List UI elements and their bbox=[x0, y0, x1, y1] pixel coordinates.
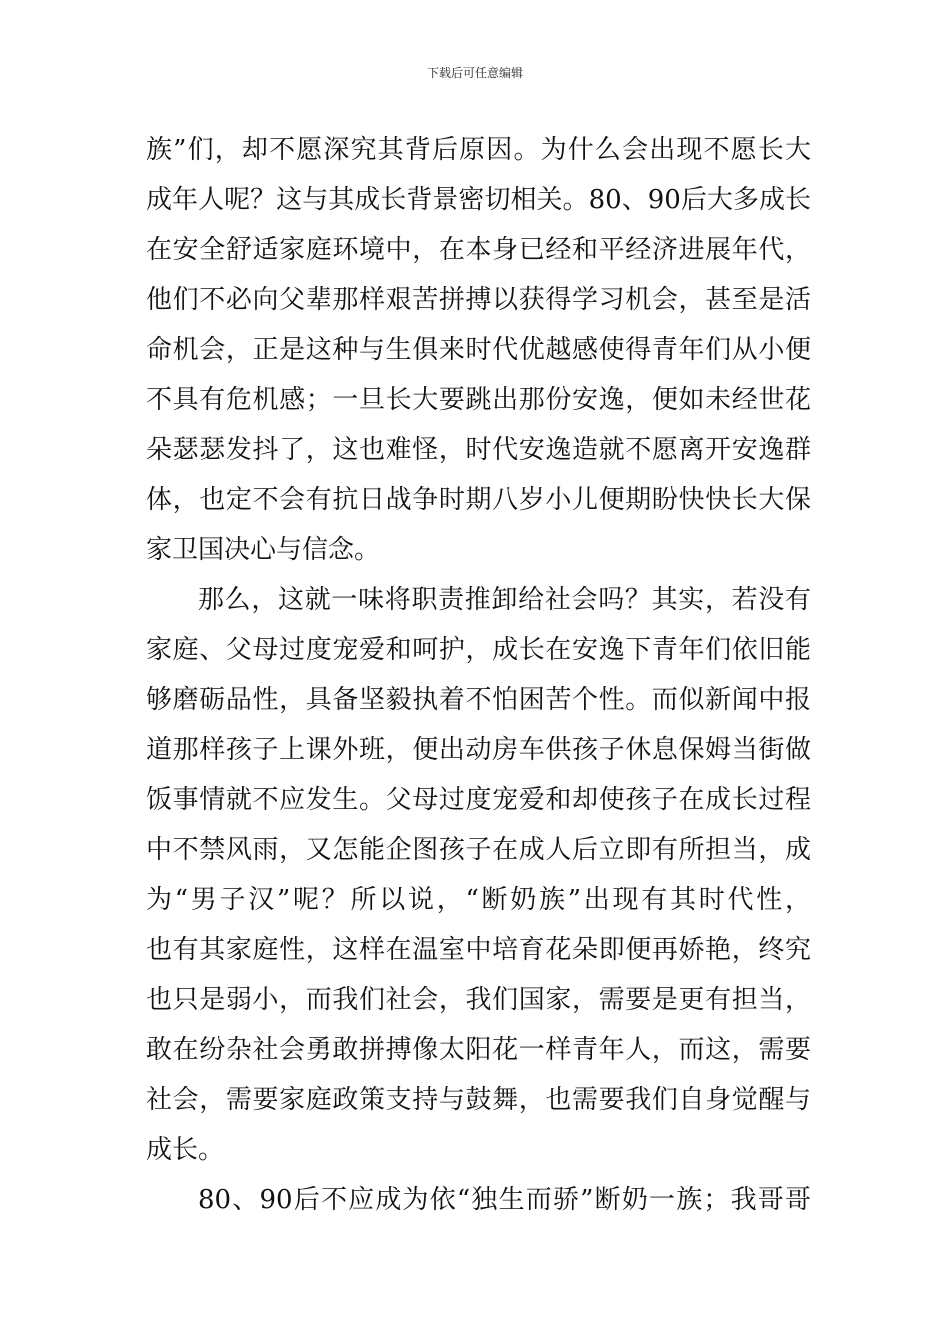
text-line: 那么，这就一味将职责推卸给社会吗？其实，若没有 bbox=[198, 585, 811, 615]
paragraph bbox=[146, 575, 811, 1175]
text-line: 族”们，却不愿深究其背后原因。为什么会出现不愿长大 bbox=[146, 135, 811, 165]
text-line: 社会，需要家庭政策支持与鼓舞，也需要我们自身觉醒与 bbox=[146, 1085, 811, 1115]
paragraph bbox=[146, 125, 811, 575]
text-line: 朵瑟瑟发抖了，这也难怪，时代安逸造就不愿离开安逸群 bbox=[146, 435, 811, 465]
text-line: 在安全舒适家庭环境中，在本身已经和平经济进展年代， bbox=[146, 235, 811, 265]
text-line: 80、90后不应成为依“独生而骄”断奶一族；我哥哥 bbox=[198, 1185, 811, 1215]
text-line: 他们不必向父辈那样艰苦拼搏以获得学习机会，甚至是活 bbox=[146, 285, 811, 315]
document-body bbox=[146, 125, 811, 1225]
text-line: 体，也定不会有抗日战争时期八岁小儿便期盼快快长大保 bbox=[146, 485, 811, 515]
text-line: 道那样孩子上课外班，便出动房车供孩子休息保姆当街做 bbox=[146, 735, 811, 765]
paragraph bbox=[146, 1175, 811, 1225]
page-header: 下载后可任意编辑 bbox=[426, 66, 523, 80]
text-line: 成长。 bbox=[146, 1135, 225, 1165]
text-line: 够磨砺品性，具备坚毅执着不怕困苦个性。而似新闻中报 bbox=[146, 685, 811, 715]
text-line: 家庭、父母过度宠爱和呵护，成长在安逸下青年们依旧能 bbox=[146, 635, 811, 665]
text-line: 中不禁风雨，又怎能企图孩子在成人后立即有所担当，成 bbox=[146, 835, 811, 865]
text-line: 也只是弱小，而我们社会，我们国家，需要是更有担当， bbox=[146, 985, 811, 1015]
text-line: 成年人呢？这与其成长背景密切相关。80、90后大多成长 bbox=[146, 185, 811, 215]
text-line: 不具有危机感；一旦长大要跳出那份安逸，便如未经世花 bbox=[146, 385, 811, 415]
text-line: 家卫国决心与信念。 bbox=[146, 535, 381, 565]
text-line: 为“男子汉”呢？所以说，“断奶族”出现有其时代性， bbox=[146, 885, 811, 915]
text-line: 敢在纷杂社会勇敢拼搏像太阳花一样青年人，而这，需要 bbox=[146, 1035, 811, 1065]
text-line: 命机会，正是这种与生俱来时代优越感使得青年们从小便 bbox=[146, 335, 811, 365]
text-line: 饭事情就不应发生。父母过度宠爱和却使孩子在成长过程 bbox=[146, 785, 811, 815]
text-line: 也有其家庭性，这样在温室中培育花朵即便再娇艳，终究 bbox=[146, 935, 811, 965]
